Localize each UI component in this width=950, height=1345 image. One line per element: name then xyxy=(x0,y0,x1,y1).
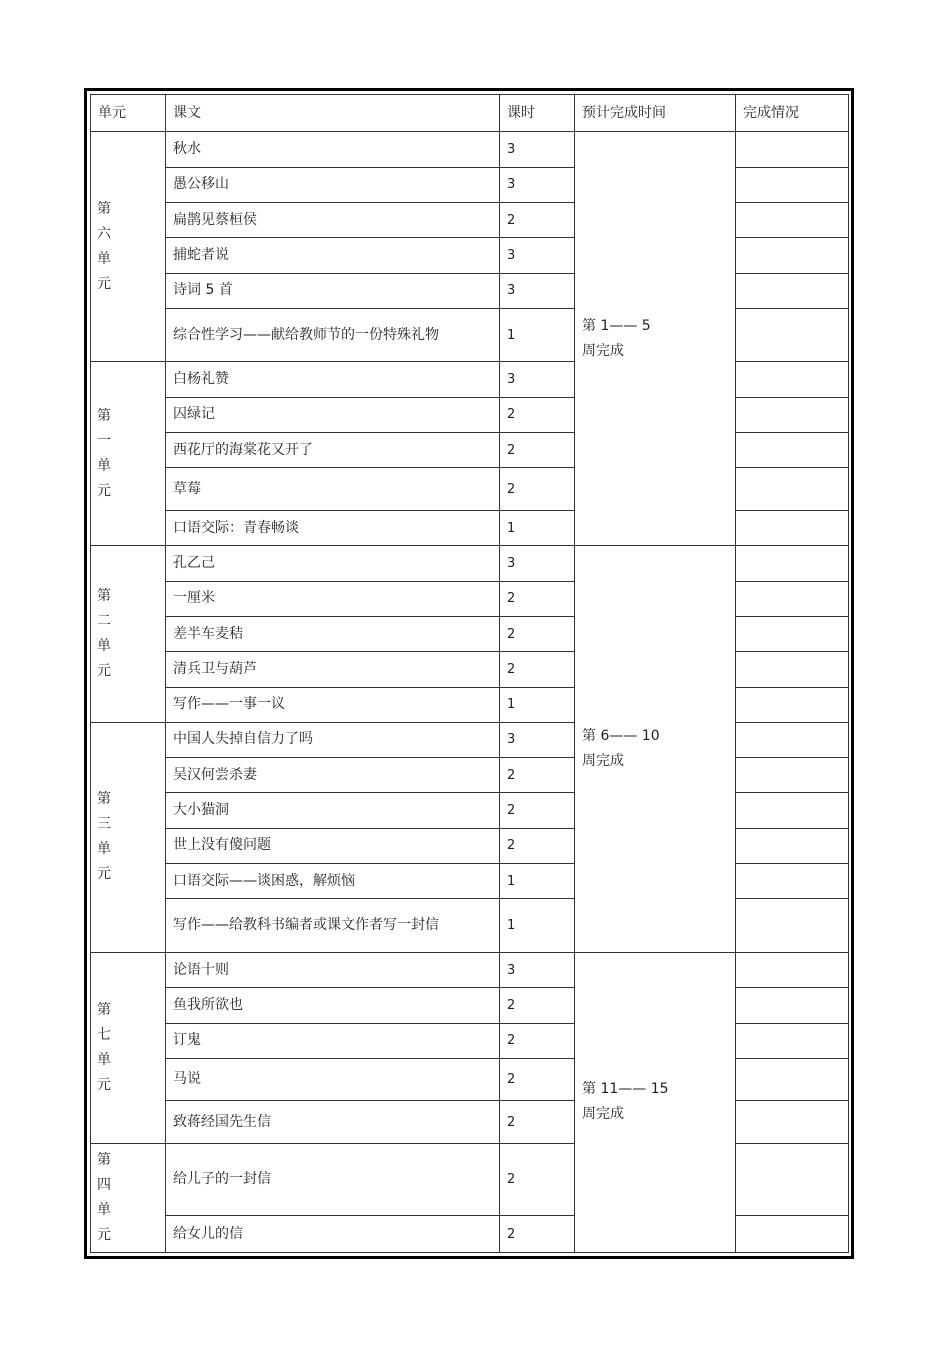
table-row xyxy=(91,132,849,167)
status-cell[interactable] xyxy=(736,1058,849,1100)
lesson-hours: 2 xyxy=(500,828,575,863)
lesson-title: 口语交际——谈困惑，解烦恼 xyxy=(166,864,500,899)
table-row xyxy=(91,1023,849,1058)
lesson-hours: 2 xyxy=(500,1143,575,1216)
lesson-title: 秋水 xyxy=(166,132,500,167)
status-cell[interactable] xyxy=(736,758,849,793)
table-row xyxy=(91,899,849,953)
lesson-hours: 1 xyxy=(500,687,575,722)
lesson-title: 差半车麦秸 xyxy=(166,616,500,651)
lesson-title: 订鬼 xyxy=(166,1023,500,1058)
table-row xyxy=(91,397,849,432)
lesson-title: 囚绿记 xyxy=(166,397,500,432)
lesson-hours: 3 xyxy=(500,722,575,757)
table-row xyxy=(91,510,849,545)
table-row xyxy=(91,952,849,987)
table-row xyxy=(91,652,849,687)
lesson-title: 写作——一事一议 xyxy=(166,687,500,722)
table-row xyxy=(91,864,849,899)
table-row xyxy=(91,581,849,616)
lesson-hours: 2 xyxy=(500,1058,575,1100)
lesson-title: 世上没有傻问题 xyxy=(166,828,500,863)
lesson-hours: 2 xyxy=(500,988,575,1023)
table-row xyxy=(91,687,849,722)
table-row xyxy=(91,273,849,308)
status-cell[interactable] xyxy=(736,652,849,687)
schedule-cell: 第 11—— 15 周完成 xyxy=(575,952,736,1252)
status-cell[interactable] xyxy=(736,238,849,273)
schedule-cell: 第 6—— 10 周完成 xyxy=(575,546,736,953)
table-row xyxy=(91,1058,849,1100)
lesson-hours: 2 xyxy=(500,397,575,432)
table-row xyxy=(91,167,849,202)
status-cell[interactable] xyxy=(736,616,849,651)
lesson-hours: 3 xyxy=(500,167,575,202)
header-unit: 单元 xyxy=(91,95,166,132)
table-row xyxy=(91,828,849,863)
lesson-hours: 1 xyxy=(500,510,575,545)
lesson-hours: 2 xyxy=(500,1101,575,1143)
status-cell[interactable] xyxy=(736,722,849,757)
lesson-title: 孔乙己 xyxy=(166,546,500,581)
lesson-title: 论语十则 xyxy=(166,952,500,987)
lesson-hours: 2 xyxy=(500,1023,575,1058)
unit-cell: 第 一 单 元 xyxy=(91,362,166,546)
unit-cell: 第 二 单 元 xyxy=(91,546,166,723)
lesson-title: 中国人失掉自信力了吗 xyxy=(166,722,500,757)
table-row xyxy=(91,758,849,793)
lesson-title: 捕蛇者说 xyxy=(166,238,500,273)
status-cell[interactable] xyxy=(736,988,849,1023)
lesson-title: 综合性学习——献给教师节的一份特殊礼物 xyxy=(166,308,500,362)
schedule-table-frame xyxy=(84,88,854,1259)
status-cell[interactable] xyxy=(736,510,849,545)
lesson-hours: 1 xyxy=(500,899,575,953)
unit-cell: 第 七 单 元 xyxy=(91,952,166,1143)
status-cell[interactable] xyxy=(736,687,849,722)
lesson-title: 诗词 5 首 xyxy=(166,273,500,308)
lesson-title: 西花厅的海棠花又开了 xyxy=(166,433,500,468)
status-cell[interactable] xyxy=(736,308,849,362)
status-cell[interactable] xyxy=(736,203,849,238)
status-cell[interactable] xyxy=(736,828,849,863)
status-cell[interactable] xyxy=(736,1023,849,1058)
schedule-cell: 第 1—— 5 周完成 xyxy=(575,132,736,546)
status-cell[interactable] xyxy=(736,397,849,432)
lesson-hours: 1 xyxy=(500,864,575,899)
table-row xyxy=(91,468,849,510)
table-row xyxy=(91,1101,849,1143)
lesson-hours: 1 xyxy=(500,308,575,362)
lesson-hours: 3 xyxy=(500,362,575,397)
lesson-hours: 2 xyxy=(500,1216,575,1253)
unit-cell: 第 六 单 元 xyxy=(91,132,166,362)
status-cell[interactable] xyxy=(736,1101,849,1143)
lesson-hours: 2 xyxy=(500,652,575,687)
table-row xyxy=(91,793,849,828)
lesson-hours: 3 xyxy=(500,132,575,167)
status-cell[interactable] xyxy=(736,1143,849,1216)
status-cell[interactable] xyxy=(736,433,849,468)
lesson-title: 吴汉何尝杀妻 xyxy=(166,758,500,793)
lesson-title: 大小猫洞 xyxy=(166,793,500,828)
status-cell[interactable] xyxy=(736,793,849,828)
lesson-title: 马说 xyxy=(166,1058,500,1100)
lesson-title: 白杨礼赞 xyxy=(166,362,500,397)
status-cell[interactable] xyxy=(736,581,849,616)
lesson-title: 写作——给教科书编者或课文作者写一封信 xyxy=(166,899,500,953)
status-cell[interactable] xyxy=(736,1216,849,1253)
header-lesson: 课文 xyxy=(166,95,500,132)
table-row xyxy=(91,722,849,757)
table-row xyxy=(91,616,849,651)
status-cell[interactable] xyxy=(736,899,849,953)
status-cell[interactable] xyxy=(736,273,849,308)
header-row xyxy=(91,95,849,132)
lesson-hours: 2 xyxy=(500,581,575,616)
table-row xyxy=(91,1143,849,1216)
status-cell[interactable] xyxy=(736,468,849,510)
table-row xyxy=(91,546,849,581)
lesson-schedule-table xyxy=(90,94,849,1253)
unit-cell: 第 三 单 元 xyxy=(91,722,166,952)
lesson-hours: 2 xyxy=(500,758,575,793)
lesson-title: 给儿子的一封信 xyxy=(166,1143,500,1216)
table-row xyxy=(91,203,849,238)
status-cell[interactable] xyxy=(736,362,849,397)
status-cell[interactable] xyxy=(736,546,849,581)
lesson-title: 鱼我所欲也 xyxy=(166,988,500,1023)
lesson-hours: 3 xyxy=(500,952,575,987)
lesson-hours: 3 xyxy=(500,546,575,581)
table-row xyxy=(91,238,849,273)
lesson-title: 致蒋经国先生信 xyxy=(166,1101,500,1143)
table-row xyxy=(91,308,849,362)
header-hours: 课时 xyxy=(500,95,575,132)
status-cell[interactable] xyxy=(736,952,849,987)
status-cell[interactable] xyxy=(736,864,849,899)
status-cell[interactable] xyxy=(736,167,849,202)
lesson-title: 草莓 xyxy=(166,468,500,510)
table-row xyxy=(91,362,849,397)
unit-cell: 第 四 单 元 xyxy=(91,1143,166,1252)
header-status: 完成情况 xyxy=(736,95,849,132)
lesson-title: 愚公移山 xyxy=(166,167,500,202)
lesson-hours: 2 xyxy=(500,203,575,238)
table-row xyxy=(91,988,849,1023)
lesson-title: 一厘米 xyxy=(166,581,500,616)
lesson-title: 口语交际：青春畅谈 xyxy=(166,510,500,545)
lesson-hours: 2 xyxy=(500,616,575,651)
lesson-title: 给女儿的信 xyxy=(166,1216,500,1253)
lesson-hours: 2 xyxy=(500,468,575,510)
lesson-hours: 2 xyxy=(500,433,575,468)
lesson-hours: 2 xyxy=(500,793,575,828)
lesson-hours: 3 xyxy=(500,273,575,308)
lesson-title: 扁鹊见蔡桓侯 xyxy=(166,203,500,238)
table-row xyxy=(91,433,849,468)
lesson-title: 清兵卫与葫芦 xyxy=(166,652,500,687)
lesson-hours: 3 xyxy=(500,238,575,273)
table-row xyxy=(91,1216,849,1253)
status-cell[interactable] xyxy=(736,132,849,167)
header-schedule: 预计完成时间 xyxy=(575,95,736,132)
